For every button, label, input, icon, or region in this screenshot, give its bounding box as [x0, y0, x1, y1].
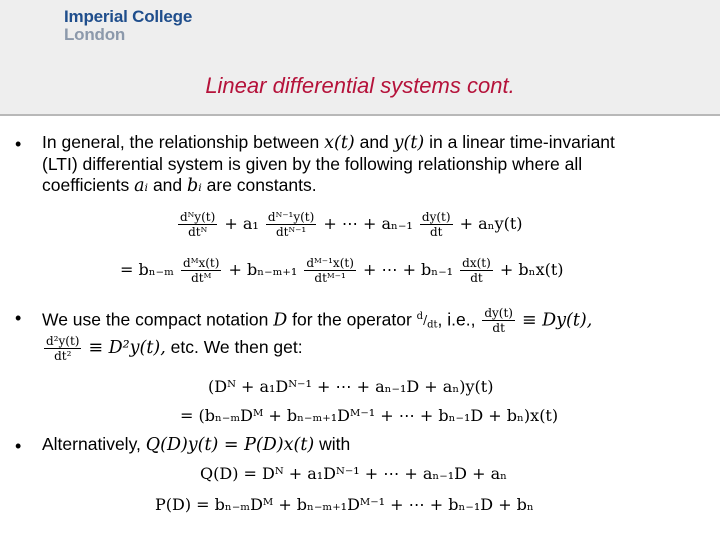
- eq1-end: + aₙy(t): [459, 214, 523, 233]
- equation-2: [120, 256, 564, 285]
- b3-with: with: [319, 434, 351, 454]
- b1-and: and: [359, 132, 389, 152]
- eq2-mid2: + ⋯ + bₙ₋₁: [362, 260, 454, 279]
- bullet-1-text: [42, 132, 707, 197]
- slide-body: [0, 118, 720, 540]
- b2-D: D: [273, 310, 288, 331]
- b2-prefix: We use the compact notation: [42, 309, 269, 330]
- b2-ie: , i.e.,: [437, 309, 476, 330]
- b2-d2y-frac: $\frac{\text{d²y(t)}}{\text{dt²}}$: [46, 334, 80, 363]
- equation-3: (Dᴺ + a₁Dᴺ⁻¹ + ⋯ + aₙ₋₁D + aₙ)y(t): [208, 377, 494, 396]
- slide-title: Linear differential systems cont.: [205, 73, 515, 98]
- bullet-1-marker: •: [15, 134, 22, 154]
- eq2-frac1: $\frac{\text{dᴹx(t)}}{\text{dtᴹ}}$: [183, 256, 220, 285]
- bullet-2-line1: [42, 306, 592, 335]
- b2-equiv1: ≡ Dy(t),: [521, 310, 593, 331]
- bullet-2-marker: •: [15, 308, 22, 328]
- b3-eq: Q(D)y(t) = P(D)x(t): [145, 435, 315, 455]
- eq2-frac2: $\frac{\text{dᴹ⁻¹x(t)}}{\text{dtᴹ⁻¹}}$: [306, 256, 354, 285]
- b1-line3b: are constants.: [206, 175, 317, 195]
- b1-y: y(t): [393, 133, 425, 153]
- eq1-mid1: + a₁: [224, 214, 259, 233]
- eq1-mid2: + ⋯ + aₙ₋₁: [323, 214, 413, 233]
- eq2-frac3: $\frac{dx(t)}{dt}$: [462, 256, 491, 285]
- b1-line3a: coefficients: [42, 175, 130, 195]
- bullet-3-text: [42, 434, 350, 456]
- b2-mid: for the operator: [292, 309, 412, 330]
- logo-line2: London: [64, 25, 126, 44]
- eq2-mid1: + bₙ₋ₘ₊₁: [228, 260, 298, 279]
- logo-line1: Imperial College: [64, 7, 193, 26]
- equation-1: [176, 210, 523, 239]
- b1-x: x(t): [324, 133, 355, 153]
- b3-prefix: Alternatively,: [42, 434, 141, 454]
- eq2-end: + bₙx(t): [499, 260, 564, 279]
- b1-bi: bᵢ: [187, 176, 202, 196]
- eq1-frac3: $\frac{dy(t)}{dt}$: [421, 210, 451, 239]
- equation-6: P(D) = bₙ₋ₘDᴹ + bₙ₋ₘ₊₁Dᴹ⁻¹ + ⋯ + bₙ₋₁D + bₙ: [155, 495, 534, 514]
- bullet-3-marker: •: [15, 436, 22, 456]
- b1-prefix: In general, the relationship between: [42, 132, 320, 152]
- b1-rest1: in a linear time-invariant: [429, 132, 615, 152]
- eq1-frac1: $\frac{\text{dᴺy(t)}}{\text{dtᴺ}}$: [180, 210, 216, 239]
- b2-dy-frac: $\frac{dy(t)}{dt}$: [484, 306, 513, 336]
- b2-equiv2: ≡ D²y(t),: [88, 338, 166, 359]
- college-logo: [64, 8, 192, 44]
- equation-4: = (bₙ₋ₘDᴹ + bₙ₋ₘ₊₁Dᴹ⁻¹ + ⋯ + bₙ₋₁D + bₙ)x(t): [180, 406, 559, 425]
- b1-ai: aᵢ: [134, 176, 149, 196]
- b2-rest: etc. We then get:: [170, 337, 303, 358]
- bullet-2-line2: [42, 334, 303, 363]
- op-d-dt: $^d/_{dt}$: [416, 311, 438, 331]
- b1-line2: (LTI) differential system is given by the following relationship where all: [42, 154, 583, 174]
- eq1-frac2: $\frac{\text{dᴺ⁻¹y(t)}}{\text{dtᴺ⁻¹}}$: [267, 210, 315, 239]
- equation-5: Q(D) = Dᴺ + a₁Dᴺ⁻¹ + ⋯ + aₙ₋₁D + aₙ: [200, 464, 508, 483]
- slide-header: [0, 0, 720, 116]
- b1-and2: and: [152, 175, 183, 195]
- eq2-start: = bₙ₋ₘ: [120, 260, 174, 279]
